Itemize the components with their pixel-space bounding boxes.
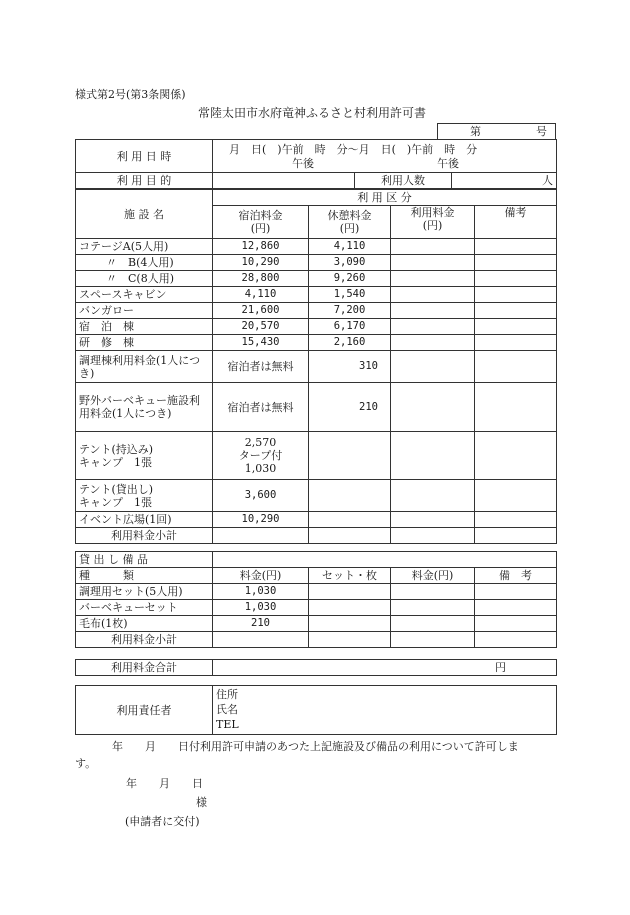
table-row: [76, 271, 557, 287]
rental-item-price: 210: [213, 616, 309, 632]
usage-table: [75, 139, 557, 189]
facility-name: 研 修 棟: [76, 335, 213, 351]
rental-qty-cell[interactable]: [309, 600, 391, 616]
responsible-table: [75, 685, 557, 735]
facility-subtotal-stay[interactable]: [213, 528, 309, 544]
permit-statement-cont: す。: [75, 757, 97, 770]
rest-fee: 9,260: [309, 271, 391, 287]
rental-item-name: 調理用セット(5人用): [76, 584, 213, 600]
table-row: [76, 335, 557, 351]
rental-fee-cell[interactable]: [391, 616, 475, 632]
table-row: [76, 616, 557, 632]
usage-fee-cell[interactable]: [391, 319, 475, 335]
stay-fee: 宿泊者は無料: [213, 351, 309, 383]
rest-fee: 210: [309, 383, 391, 432]
stay-fee: 10,290: [213, 255, 309, 271]
stay-fee: 20,570: [213, 319, 309, 335]
total-table: [75, 659, 557, 676]
rental-item-price: 1,030: [213, 600, 309, 616]
stay-fee: 3,600: [213, 480, 309, 512]
rental-price-header: 料金(円): [213, 568, 309, 584]
stay-fee: 10,290: [213, 512, 309, 528]
usage-category-header: 利 用 区 分: [213, 190, 557, 206]
stay-fee: 4,110: [213, 287, 309, 303]
facility-subtotal-rest[interactable]: [309, 528, 391, 544]
notes-cell[interactable]: [475, 303, 557, 319]
permit-date-line: 年 月 日: [126, 777, 203, 790]
responsible-label: 利用責任者: [76, 686, 213, 735]
table-row: [76, 432, 557, 480]
usage-date-label: 利 用 日 時: [76, 140, 213, 173]
usage-fee-cell[interactable]: [391, 351, 475, 383]
rest-fee: 3,090: [309, 255, 391, 271]
notes-cell[interactable]: [475, 271, 557, 287]
usage-purpose-field[interactable]: [213, 173, 355, 189]
facility-name: コテージA(5人用): [76, 239, 213, 255]
document-title: 常陸太田市水府竜神ふるさと村利用許可書: [198, 106, 427, 120]
stay-fee: 28,800: [213, 271, 309, 287]
table-row: [76, 287, 557, 303]
rental-subtotal-notes[interactable]: [475, 632, 557, 648]
form-number: 様式第2号(第3条関係): [75, 88, 186, 101]
rental-qty-header: セット・枚: [309, 568, 391, 584]
rest-fee: [309, 432, 391, 480]
usage-purpose-label: 利 用 目 的: [76, 173, 213, 189]
facility-name: テント(持込み) キャンプ 1張: [76, 432, 213, 480]
rental-type-header: 種 類: [76, 568, 213, 584]
rental-qty-cell[interactable]: [309, 584, 391, 600]
rest-fee: 1,540: [309, 287, 391, 303]
usage-fee-cell[interactable]: [391, 480, 475, 512]
usage-date-pm-end: 午後: [437, 157, 459, 170]
usage-date-pm-start: 午後: [292, 157, 314, 170]
rental-notes-cell[interactable]: [475, 616, 557, 632]
rental-subtotal-label: 利用料金小計: [76, 632, 213, 648]
people-count-label: 利用人数: [355, 173, 452, 189]
total-field[interactable]: [213, 660, 557, 676]
responsible-tel-label: TEL: [216, 718, 239, 731]
notes-cell[interactable]: [475, 287, 557, 303]
facility-name: 調理棟利用料金(1人につき): [76, 351, 213, 383]
deliver-note: (申請者に交付): [125, 815, 200, 828]
rest-fee: [309, 480, 391, 512]
table-row: [76, 584, 557, 600]
facility-name: スペースキャビン: [76, 287, 213, 303]
rest-fee: 4,110: [309, 239, 391, 255]
facility-subtotal-fee[interactable]: [391, 528, 475, 544]
rental-subtotal-qty[interactable]: [309, 632, 391, 648]
total-unit: 円: [495, 661, 506, 674]
notes-cell[interactable]: [475, 351, 557, 383]
usage-date-field[interactable]: [213, 140, 557, 173]
rental-table: [75, 551, 557, 648]
facilities-table: [75, 189, 557, 544]
notes-cell[interactable]: [475, 255, 557, 271]
usage-fee-cell[interactable]: [391, 303, 475, 319]
facility-name-header: 施 設 名: [76, 190, 213, 239]
rental-qty-cell[interactable]: [309, 616, 391, 632]
rest-fee: [309, 512, 391, 528]
facility-name: テント(貸出し) キャンプ 1張: [76, 480, 213, 512]
facility-subtotal-label: 利用料金小計: [76, 528, 213, 544]
table-row: [76, 319, 557, 335]
people-unit: 人: [542, 174, 554, 187]
usage-fee-cell[interactable]: [391, 512, 475, 528]
stay-fee: 12,860: [213, 239, 309, 255]
stay-fee: 宿泊者は無料: [213, 383, 309, 432]
total-label: 利用料金合計: [76, 660, 213, 676]
table-row: [76, 600, 557, 616]
rest-fee: 310: [309, 351, 391, 383]
facility-name: 野外バーベキュー施設利用料金(1人につき): [76, 383, 213, 432]
stay-fee: 15,430: [213, 335, 309, 351]
usage-fee-cell[interactable]: [391, 271, 475, 287]
table-row: [76, 303, 557, 319]
usage-fee-cell[interactable]: [391, 255, 475, 271]
table-row: [76, 239, 557, 255]
notes-cell[interactable]: [475, 335, 557, 351]
table-row: [76, 351, 557, 383]
rental-fee-cell[interactable]: [391, 584, 475, 600]
rental-notes-cell[interactable]: [475, 600, 557, 616]
notes-cell[interactable]: [475, 239, 557, 255]
notes-cell[interactable]: [475, 480, 557, 512]
rental-fee-header: 料金(円): [391, 568, 475, 584]
permit-number-box: [437, 123, 556, 140]
people-count-field[interactable]: [452, 173, 557, 189]
rest-fee: 2,160: [309, 335, 391, 351]
responsible-name-label: 氏名: [216, 703, 238, 716]
facility-subtotal-notes[interactable]: [475, 528, 557, 544]
notes-cell[interactable]: [475, 319, 557, 335]
table-row: [76, 383, 557, 432]
recipient-sama: 様: [196, 796, 207, 809]
facility-name: 〃 C(8人用): [76, 271, 213, 287]
stay-fee-header: 宿泊料金 (円): [213, 206, 309, 239]
table-row: [76, 255, 557, 271]
notes-cell[interactable]: [475, 383, 557, 432]
usage-fee-header: 利用料金 (円): [391, 206, 475, 239]
permit-dai-label: 第: [438, 124, 488, 140]
usage-date-line: 月 日( )午前 時 分～月 日( )午前 時 分: [229, 143, 478, 156]
table-row: [76, 480, 557, 512]
table-row: [76, 512, 557, 528]
rental-subtotal-fee[interactable]: [391, 632, 475, 648]
rental-fee-cell[interactable]: [391, 600, 475, 616]
rest-fee: 7,200: [309, 303, 391, 319]
rental-subtotal-price[interactable]: [213, 632, 309, 648]
facility-name: 宿 泊 棟: [76, 319, 213, 335]
rental-notes-header: 備 考: [475, 568, 557, 584]
notes-header: 備考: [475, 206, 557, 239]
usage-fee-cell[interactable]: [391, 335, 475, 351]
permit-go-label: 号: [487, 124, 556, 140]
rest-fee: 6,170: [309, 319, 391, 335]
rental-section-blank: [213, 552, 557, 568]
notes-cell[interactable]: [475, 432, 557, 480]
responsible-field[interactable]: [213, 686, 557, 735]
responsible-address-label: 住所: [216, 688, 238, 701]
rental-item-price: 1,030: [213, 584, 309, 600]
rental-notes-cell[interactable]: [475, 584, 557, 600]
rest-fee-header: 休憩料金 (円): [309, 206, 391, 239]
rental-section-label: 貸 出 し 備 品: [76, 552, 213, 568]
notes-cell[interactable]: [475, 512, 557, 528]
usage-fee-cell[interactable]: [391, 383, 475, 432]
stay-fee: 2,570 タープ付 1,030: [213, 432, 309, 480]
rental-item-name: バーベキューセット: [76, 600, 213, 616]
facility-name: イベント広場(1回): [76, 512, 213, 528]
usage-fee-cell[interactable]: [391, 287, 475, 303]
usage-fee-cell[interactable]: [391, 239, 475, 255]
facility-name: 〃 B(4人用): [76, 255, 213, 271]
rental-item-name: 毛布(1枚): [76, 616, 213, 632]
usage-fee-cell[interactable]: [391, 432, 475, 480]
stay-fee: 21,600: [213, 303, 309, 319]
facility-name: バンガロー: [76, 303, 213, 319]
permit-statement: 年 月 日付利用許可申請のあつた上記施設及び備品の利用について許可しま: [90, 740, 519, 753]
